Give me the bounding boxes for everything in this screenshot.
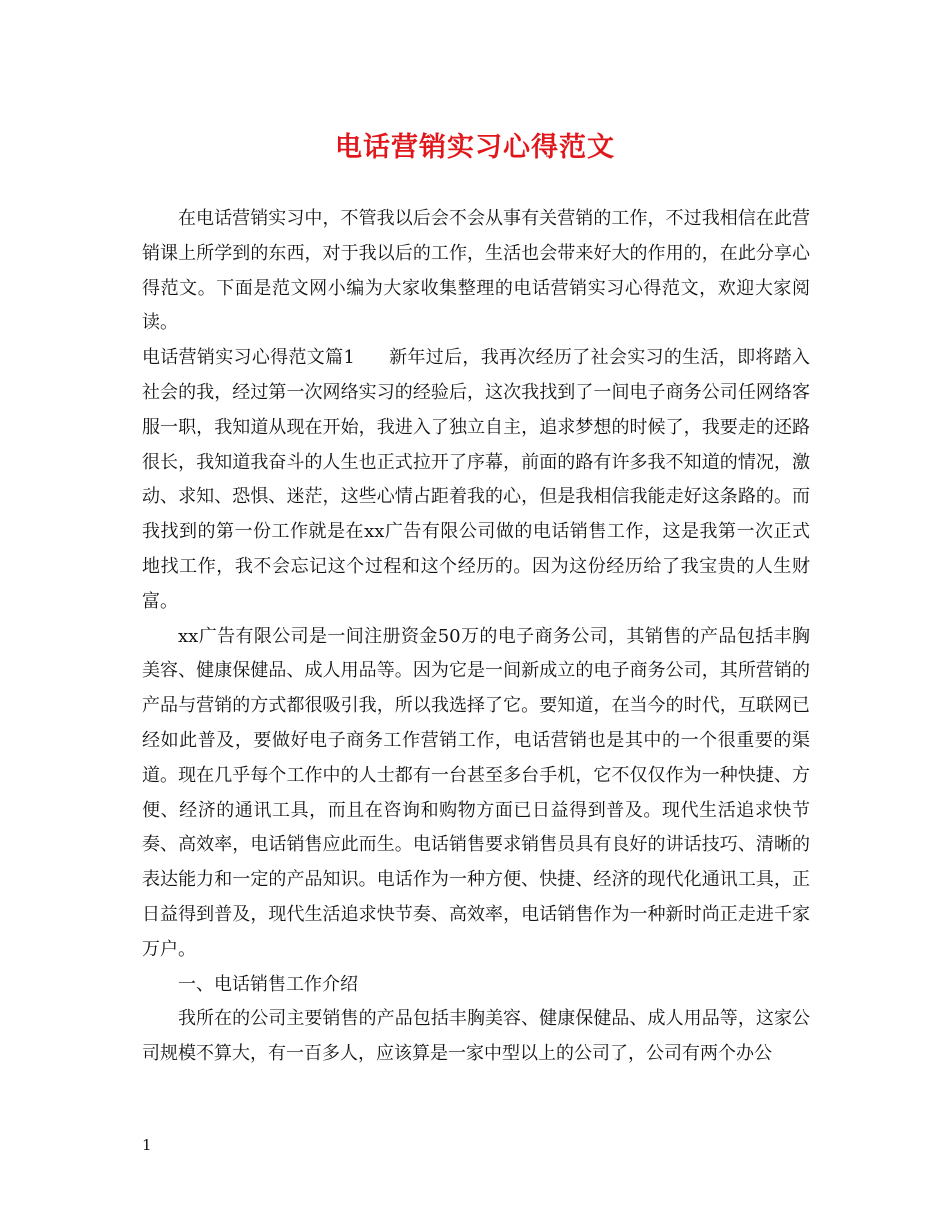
intro-paragraph: 在电话营销实习中，不管我以后会不会从事有关营销的工作，不过我相信在此营销课上所学到的东西，对于我以后的工作，生活也会带来好大的作用的，在此分享心得范文。下面是范文网小编为大家收集整理的电话营销实习心得范文，欢迎大家阅读。 <box>142 208 810 334</box>
document-title: 电话营销实习心得范文 <box>335 132 615 163</box>
section-paragraph <box>142 341 810 619</box>
page-number: 1 <box>142 1136 152 1154</box>
company-paragraph: xx广告有限公司是一间注册资金50万的电子商务公司，其销售的产品包括丰胸美容、健康保健品、成人用品等。因为它是一间新成立的电子商务公司，其所营销的产品与营销的方式都很吸引我，所以我选择了它。要知道，在当今的时代，互联网已经如此普及，要做好电子商务工作营销工作，电话营销也是其中的一个很重要的渠道。现在几乎每个工作中的人士都有一台甚至多台手机，它不仅仅作为一种快捷、方便、经济的通讯工具，而且在咨询和购物方面已日益得到普及。现代生活追求快节奏、高效率，电话销售应此而生。电话销售要求销售员具有良好的讲话技巧、清晰的表达能力和一定的产品知识。电话作为一种方便、快捷、经济的现代化通讯工具，正日益得到普及，现代生活追求快节奏、高效率，电话销售作为一种新时尚正走进千家万户。 <box>142 625 810 960</box>
section-subheading: 一、电话销售工作介绍 <box>178 973 358 995</box>
company-intro-paragraph: 我所在的公司主要销售的产品包括丰胸美容、健康保健品、成人用品等，这家公司规模不算大，有一百多人，应该算是一家中型以上的公司了，公司有两个办公 <box>142 1008 810 1065</box>
document-body <box>142 202 810 1072</box>
section-label: 电话营销实习心得范文篇1 <box>142 347 355 369</box>
section-text: 新年过后，我再次经历了社会实习的生活，即将踏入社会的我，经过第一次网络实习的经验后，这次我找到了一间电子商务公司任网络客服一职，我知道从现在开始，我进入了独立自主，追求梦想的时候了，我要走的还路很长，我知道我奋斗的人生也正式拉开了序幕，前面的路有许多我不知道的情况，激动、求知、恐惧、迷茫，这些心情占距着我的心，但是我相信我能走好这条路的。而我找到的第一份工作就是在xx广告有限公司做的电话销售工作，这是我第一次正式地找工作，我不会忘记这个过程和这个经历的。因为这份经历给了我宝贵的人生财富。 <box>142 347 811 612</box>
